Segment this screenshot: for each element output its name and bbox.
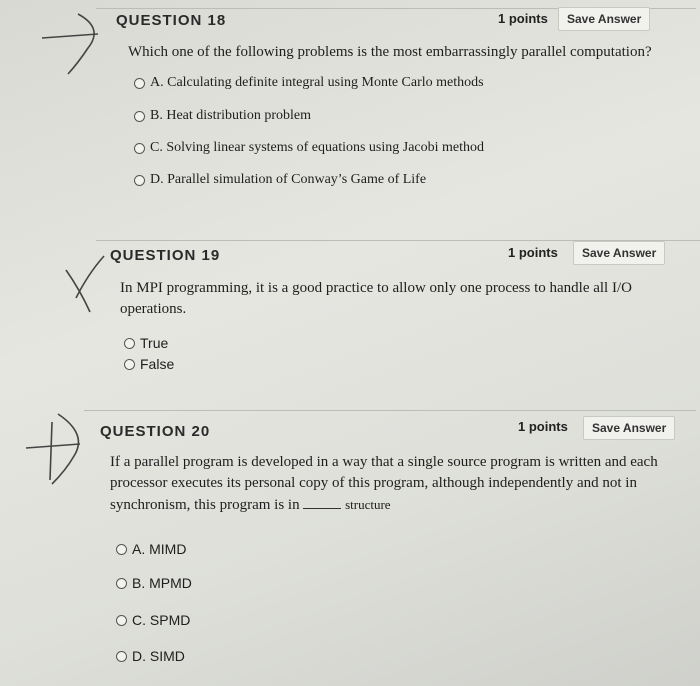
question-title: QUESTION 20 xyxy=(100,423,211,440)
option-b[interactable] xyxy=(116,575,192,591)
question-text-end: structure xyxy=(345,497,391,512)
option-label: D. SIMD xyxy=(132,648,185,664)
option-label: B. MPMD xyxy=(132,575,192,591)
question-text: Which one of the following problems is the most embarrassingly parallel computation? xyxy=(128,44,652,60)
option-label: C. Solving linear systems of equations using Jacobi method xyxy=(150,140,485,155)
question-text xyxy=(110,452,690,516)
option-false[interactable] xyxy=(124,356,174,372)
option-label: D. Parallel simulation of Conway’s Game of Life xyxy=(150,172,427,187)
radio-button[interactable] xyxy=(134,143,145,154)
option-a[interactable] xyxy=(134,75,484,91)
question-18 xyxy=(96,0,696,230)
question-points: 1 points xyxy=(508,245,558,260)
radio-button[interactable] xyxy=(116,615,127,626)
option-label: True xyxy=(140,335,169,351)
option-label: B. Heat distribution problem xyxy=(150,108,311,123)
question-points: 1 points xyxy=(498,11,548,26)
option-label: False xyxy=(140,356,175,372)
option-b[interactable] xyxy=(134,108,311,124)
question-points: 1 points xyxy=(518,419,568,434)
save-answer-button[interactable]: Save Answer xyxy=(583,416,675,440)
pen-mark-arrow-q20 xyxy=(22,408,92,488)
option-c[interactable] xyxy=(134,140,484,156)
radio-button[interactable] xyxy=(134,175,145,186)
option-label: C. SPMD xyxy=(132,612,191,628)
save-answer-button[interactable]: Save Answer xyxy=(558,7,650,31)
radio-button[interactable] xyxy=(116,651,127,662)
option-true[interactable] xyxy=(124,335,168,351)
option-d[interactable] xyxy=(116,648,185,664)
radio-button[interactable] xyxy=(124,338,135,349)
answer-blank xyxy=(303,496,341,509)
question-title: QUESTION 18 xyxy=(116,12,227,29)
option-label: A. MIMD xyxy=(132,541,187,557)
question-20 xyxy=(84,408,696,686)
option-d[interactable] xyxy=(134,172,426,188)
save-answer-button[interactable]: Save Answer xyxy=(573,241,665,265)
question-divider xyxy=(84,410,696,411)
radio-button[interactable] xyxy=(134,78,145,89)
option-label: A. Calculating definite integral using Monte Carlo methods xyxy=(150,75,484,90)
option-c[interactable] xyxy=(116,612,190,628)
radio-button[interactable] xyxy=(116,544,127,555)
radio-button[interactable] xyxy=(124,359,135,370)
option-a[interactable] xyxy=(116,541,186,557)
question-text-main: If a parallel program is developed in a way that a single source program is written and each processor executes its personal copy of this program, although independently and not in synchronism, this program is in xyxy=(110,454,658,513)
radio-button[interactable] xyxy=(116,578,127,589)
question-19 xyxy=(96,236,700,396)
radio-button[interactable] xyxy=(134,111,145,122)
question-text: In MPI programming, it is a good practice to allow only one process to handle all I/O operations. xyxy=(120,280,632,317)
question-title: QUESTION 19 xyxy=(110,247,221,264)
